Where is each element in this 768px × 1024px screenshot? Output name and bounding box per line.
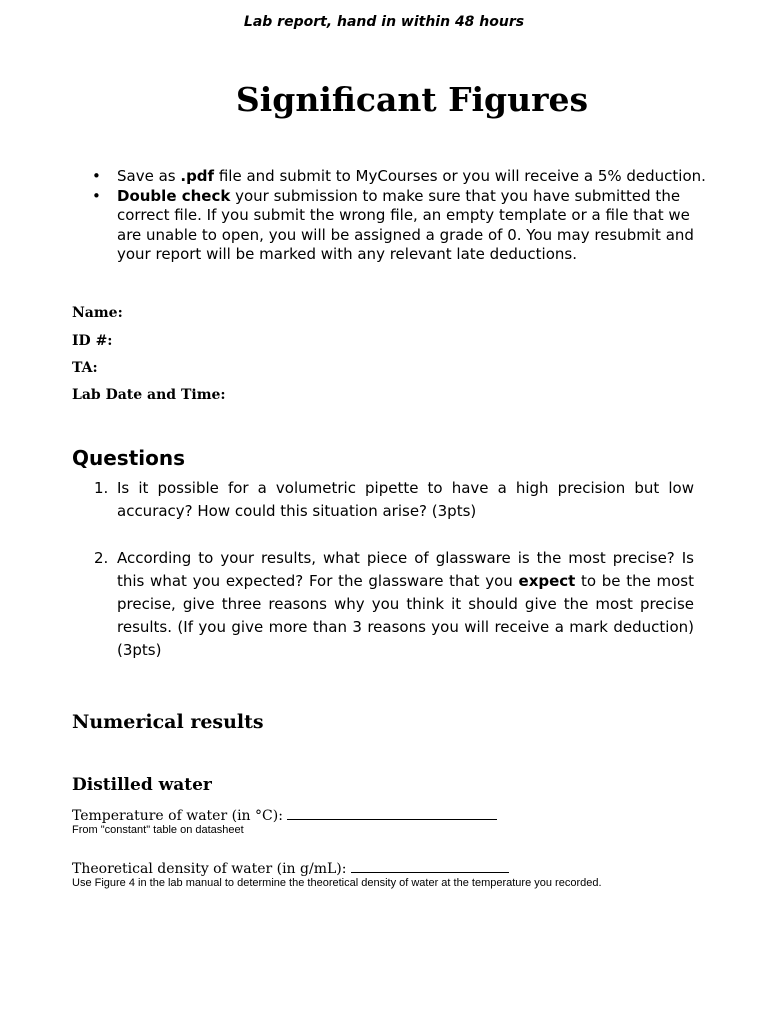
density-blank-line: [351, 858, 509, 873]
question-number: 1.: [94, 479, 109, 497]
density-label: Theoretical density of water (in g/mL):: [72, 861, 347, 877]
distilled-water-heading: Distilled water: [72, 775, 212, 795]
numerical-results-heading: Numerical results: [72, 711, 264, 733]
temperature-label: Temperature of water (in °C):: [72, 808, 283, 824]
ta-field-label: TA:: [72, 360, 98, 376]
density-field: [72, 858, 509, 877]
instruction-text-post: your submission to make sure that you have submitted the correct file. If you submit the wrong file, an empty template or a file that we are unable to open, you will be assigned a grade of 0. You may resubmit and your report will be marked with any relevant late deductions.: [117, 186, 694, 263]
question-number: 2.: [94, 549, 109, 567]
question-text-pre: According to your results, what piece of glassware is the most precise? Is this what you expected? For the glassware that you: [117, 549, 694, 590]
questions-heading: Questions: [72, 446, 186, 470]
instructions-list: [72, 167, 706, 265]
id-field-label: ID #:: [72, 333, 113, 349]
instruction-item: [72, 167, 706, 187]
instruction-item: [72, 187, 706, 265]
question-item: [72, 477, 694, 523]
temperature-blank-line: [287, 805, 497, 820]
question-text-post: to be the most precise, give three reasons why you think it should give the most precise results. (If you give more than 3 reasons you will receive a mark deduction) (3pts): [117, 572, 694, 659]
question-text-bold: expect: [518, 572, 576, 590]
lab-date-field-label: Lab Date and Time:: [72, 387, 226, 403]
temperature-field: [72, 805, 497, 824]
question-item: [72, 547, 694, 662]
bullet-icon: •: [92, 167, 101, 185]
temperature-note: From "constant" table on datasheet: [72, 824, 244, 836]
instruction-text-bold: .pdf: [180, 167, 215, 185]
name-field-label: Name:: [72, 305, 123, 321]
density-note: Use Figure 4 in the lab manual to determine the theoretical density of water at the temperature you recorded.: [72, 877, 602, 889]
bullet-icon: •: [92, 186, 101, 205]
header-note: Lab report, hand in within 48 hours: [243, 14, 525, 30]
question-text-pre: Is it possible for a volumetric pipette to have a high precision but low accuracy? How could this situation arise? (3pts): [117, 479, 694, 520]
instruction-text-post: file and submit to MyCourses or you will receive a 5% deduction.: [214, 167, 706, 185]
instruction-text-pre: Save as: [117, 167, 181, 185]
page-title: Significant Figures: [235, 80, 589, 119]
questions-list: [72, 477, 694, 662]
instruction-text-bold: Double check: [117, 186, 231, 205]
